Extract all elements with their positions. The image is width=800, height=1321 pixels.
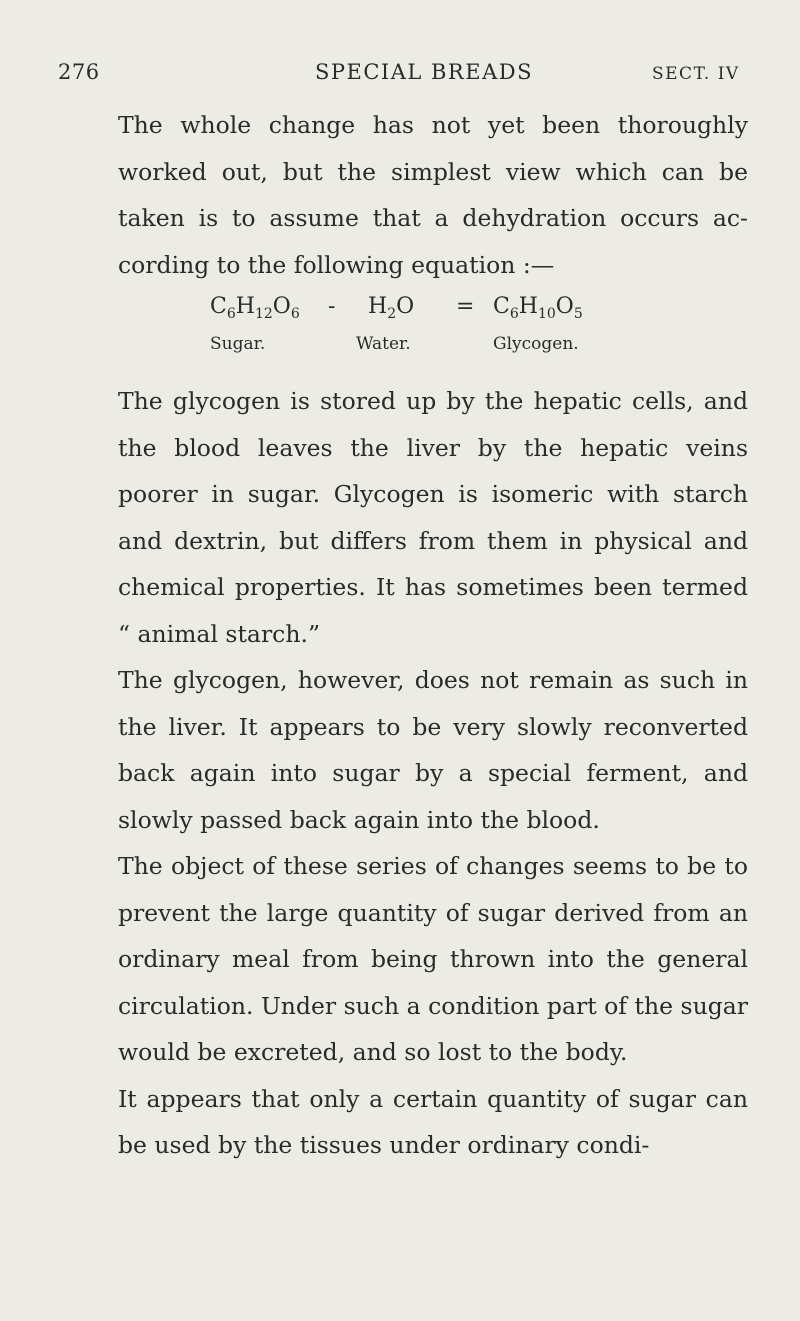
- equation-labels: [118, 334, 748, 360]
- formula-symbol: O: [272, 294, 291, 319]
- equation-row: [118, 294, 748, 334]
- formula-symbol: O: [396, 294, 415, 319]
- formula-subscript: 2: [387, 306, 397, 322]
- water-formula: [368, 294, 414, 322]
- equals-sign: =: [456, 294, 475, 319]
- formula-symbol: H: [518, 294, 538, 319]
- water-label: Water.: [356, 334, 411, 354]
- page-number: 276: [58, 60, 100, 84]
- section-mark: SECT. IV: [652, 64, 740, 84]
- formula-subscript: 6: [509, 306, 519, 322]
- paragraph-2: The glycogen is stored up by the hepatic cells, and the blood leaves the liver by the hepatic veins poorer in sugar. Glycogen is isomeric with starch and dextrin, but differs from them in physical and chemical properties. It has sometimes been termed “ animal starch.”: [118, 387, 748, 648]
- sugar-formula: [210, 294, 300, 322]
- glycogen-formula: [493, 294, 583, 322]
- formula-subscript: 6: [226, 306, 236, 322]
- running-head: [0, 60, 800, 90]
- formula-subscript: 12: [254, 306, 273, 322]
- paragraph-1: The whole change has not yet been thoroughly worked out, but the simplest view which can be taken is to assume that a dehydration occurs according to the following equation :—: [118, 111, 748, 279]
- minus-sign: -: [328, 294, 336, 319]
- glycogen-label: Glycogen.: [493, 334, 579, 354]
- formula-symbol: C: [210, 294, 227, 319]
- formula-symbol: H: [368, 294, 388, 319]
- formula-symbol: O: [555, 294, 574, 319]
- paragraph-3: The glycogen, however, does not remain as such in the liver. It appears to be very slowly reconverted back again into sugar by a special ferment, and slowly passed back again into the blood.: [118, 666, 748, 834]
- paragraph-5: It appears that only a certain quantity of sugar can be used by the tissues under ordinary condi-: [118, 1084, 748, 1159]
- formula-symbol: H: [235, 294, 255, 319]
- formula-subscript: 6: [290, 306, 300, 322]
- chemical-equation: [118, 294, 748, 366]
- formula-subscript: 5: [573, 306, 583, 322]
- sugar-label: Sugar.: [210, 334, 266, 354]
- formula-symbol: C: [493, 294, 510, 319]
- page-body: [118, 102, 748, 1169]
- running-title: SPECIAL BREADS: [315, 60, 533, 84]
- formula-subscript: 10: [537, 306, 556, 322]
- paragraph-4: The object of these series of changes seems to be to prevent the large quantity of sugar derived from an ordinary meal from being thrown into the general circulation. Under such a condition part of the sugar would be excreted, and so lost to the body.: [118, 852, 748, 1066]
